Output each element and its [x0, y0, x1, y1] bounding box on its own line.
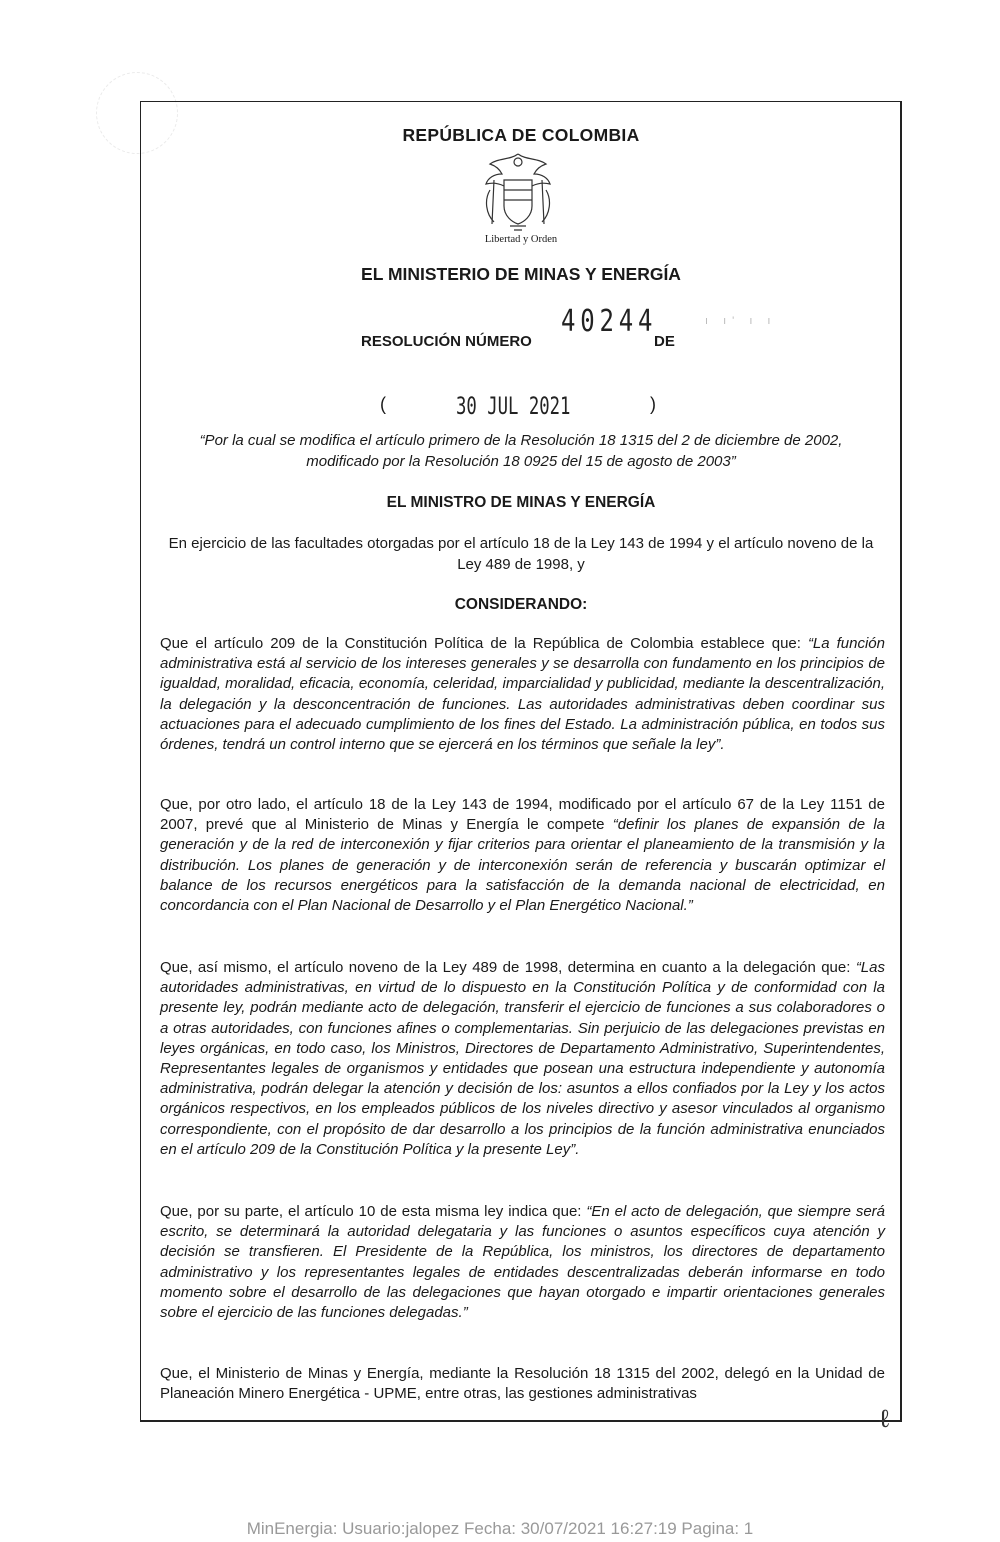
handwritten-initial-signature: ℓ — [878, 1404, 891, 1434]
resolution-number: 40244 — [561, 304, 658, 339]
paragraph-1: Que el artículo 209 de la Constitución Política de la República de Colombia establece que: “La función administrativa está al servicio de los intereses generales y se desarrolla con fundamento en los principios de igualdad, moralidad, eficacia, economía, celeridad, imparcialidad y publicidad, mediante la descentralización, la delegación y la desconcentración de funciones. Las autoridades administrativas deben coordinar sus actuaciones para el adecuado cumplimiento de los fines del Estado. La administración pública, en todos sus órdenes, tendrá un control interno que se ejercerá en los términos que señale la ley”. — [160, 635, 885, 754]
date-paren-close: ) — [650, 394, 656, 414]
resolution-label: RESOLUCIÓN NÚMERO — [361, 333, 532, 350]
paragraph-2: Que, por otro lado, el artículo 18 de la Ley 143 de 1994, modificado por el artículo 67 de la Ley 1151 de 2007, prevé que al Ministerio de Minas y Energía le compete “definir los planes de expansión de la generación y de la red de interconexión y fijar criterios para orientar el planeamiento de la transmisión y la distribución. Los planes de generación y de interconexión serán de referencia y buscarán optimizar el balance de los recursos energéticos para la satisfacción de la demanda nacional de electricidad, en concordancia con el Plan Nacional de Desarrollo y el Plan Energético Nacional.” — [160, 796, 885, 915]
considerando-heading: CONSIDERANDO: — [454, 596, 588, 613]
powers-paragraph: En ejercicio de las facultades otorgadas por el artículo 18 de la Ley 143 de 1994 y el artículo noveno de la Ley 489 de 1998, y — [168, 535, 874, 573]
ministry-heading: EL MINISTERIO DE MINAS Y ENERGÍA — [361, 264, 681, 284]
resolution-de: DE — [654, 333, 675, 350]
resolution-date: 30 JUL 2021 — [456, 392, 571, 420]
minister-heading: EL MINISTRO DE MINAS Y ENERGÍA — [386, 494, 656, 511]
faint-marks: ı ı' ı ı — [705, 315, 777, 327]
paragraph-5: Que, el Ministerio de Minas y Energía, mediante la Resolución 18 1315 del 2002, delegó en la Unidad de Planeación Minero Energética - UPME, entre otras, las gestiones administrativas — [160, 1365, 885, 1403]
page-footer: MinEnergia: Usuario:jalopez Fecha: 30/07/2021 16:27:19 Pagina: 1 — [246, 1519, 754, 1538]
resolution-subject: “Por la cual se modifica el artículo primero de la Resolución 18 1315 del 2 de diciembre de 2002, modificado por la Resolución 18 0925 del 15 de agosto de 2003” — [199, 432, 843, 470]
paragraph-4: Que, por su parte, el artículo 10 de esta misma ley indica que: “En el acto de delegación, que siempre será escrito, se determinará la autoridad delegataria y las funciones o asuntos específicos cuya atención y decisión se transfieren. El Presidente de la República, los ministros, los directores de departamento administrativo y los representantes legales de entidades descentralizadas deberán informarse en todo momento sobre el desarrollo de las delegaciones que hayan otorgado e impartir orientaciones generales sobre el ejercicio de las funciones delegadas.” — [160, 1203, 885, 1322]
republic-heading: REPÚBLICA DE COLOMBIA — [402, 125, 640, 145]
paragraph-3: Que, así mismo, el artículo noveno de la Ley 489 de 1998, determina en cuanto a la delegación que: “Las autoridades administrativas, en virtud de lo dispuesto en la Constitución Política y de conformidad con la presente ley, podrán mediante acto de delegación, transferir el ejercicio de funciones a sus colaboradores o a otras autoridades, con funciones afines o complementarias. Sin perjuicio de las delegaciones previstas en leyes orgánicas, en todo caso, los Ministros, Directores de Departamento Administrativo, Superintendentes, Representantes legales de organismos y entidades que posean una estructura independiente y autonomía administrativa, podrán delegar la atención y decisión de los: asuntos a ellos confiados por la Ley y los actos orgánicos respectivos, en los empleados públicos de los niveles directivo y asesor vinculados al organismo correspondiente, con el propósito de dar desarrollo a los principios de la función administrativa enunciados en el artículo 209 de la Constitución Política y la presente Ley”. — [160, 959, 885, 1158]
date-paren-open: ( — [380, 394, 386, 414]
coat-of-arms-icon — [480, 150, 556, 234]
motto-text: Libertad y Orden — [484, 234, 558, 245]
